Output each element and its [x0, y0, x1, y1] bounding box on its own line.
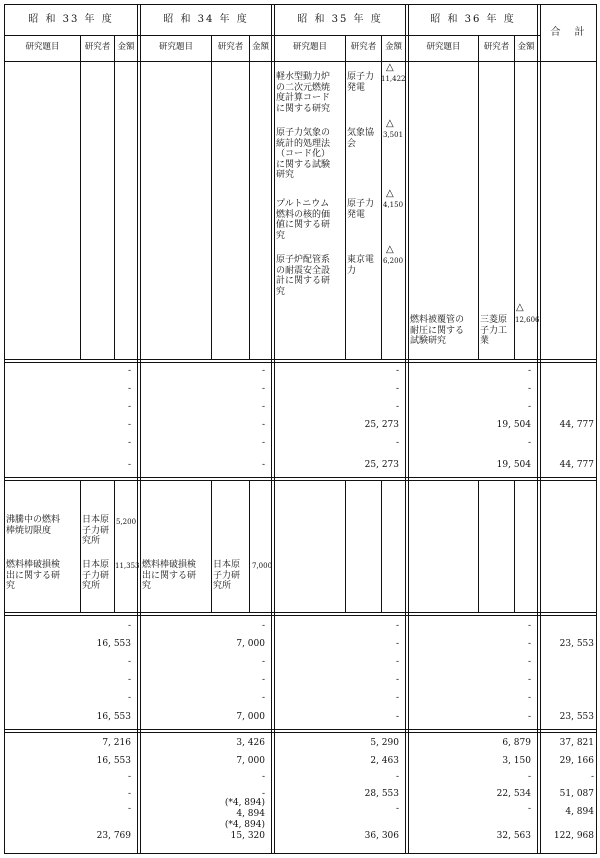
- sum2-fy35-value: -: [395, 639, 399, 649]
- subheader-title: 研究題目: [292, 42, 327, 52]
- sum3-total-value: -: [590, 772, 594, 782]
- sum3-fy34-value: 3, 426: [236, 738, 265, 748]
- sum3-fy33-value: -: [127, 789, 131, 799]
- sum3-fy34-value: 7, 000: [236, 756, 265, 766]
- sum3-fy36-value: -: [527, 804, 531, 814]
- sum3-fy33-value: 23, 769: [96, 831, 131, 841]
- sum1-fy34-value: -: [261, 384, 265, 394]
- sum3-fy34-value: (*4, 894): [224, 820, 265, 830]
- sum1-fy33-value: -: [127, 420, 131, 430]
- sum3-total-value: 29, 166: [559, 756, 594, 766]
- subheader-researcher: 研究者: [350, 42, 377, 52]
- sum1-fy33-value: -: [127, 438, 131, 448]
- subheader-title: 研究題目: [25, 42, 60, 52]
- sum2-fy34-value: -: [261, 693, 265, 703]
- sum3-total-value: 51, 087: [559, 789, 594, 799]
- fy35-item-3-amount: 4,150: [383, 201, 404, 209]
- fy35-item-1-researcher: 原子力 発電: [347, 72, 375, 93]
- sum1-fy34-value: -: [261, 402, 265, 412]
- fy33-item-2-researcher: 日本原 子力研 究所: [82, 560, 110, 591]
- sum3-fy36-value: 32, 563: [496, 831, 531, 841]
- fy34-item-1-researcher: 日本原 子力研 究所: [213, 560, 241, 591]
- fy33-item-1-amount: 5,200: [116, 518, 137, 526]
- fy34-item-1-amount: 7,000: [252, 562, 273, 570]
- sum3-total-value: 4, 894: [565, 807, 594, 817]
- sum3-fy35-value: -: [395, 804, 399, 814]
- sum1-fy36-value: -: [527, 402, 531, 412]
- header-fy33: 昭 和 33 年 度: [28, 14, 114, 25]
- header-fy35: 昭 和 35 年 度: [297, 14, 383, 25]
- sum3-fy35-value: 28, 553: [364, 789, 399, 799]
- sum2-fy35-value: -: [395, 693, 399, 703]
- sum3-fy33-value: -: [127, 804, 131, 814]
- subheader-title: 研究題目: [158, 42, 193, 52]
- fy35-item-3-title: プルトニウム 燃料の核的価 値に関する研 究: [276, 199, 331, 241]
- fy33-item-1-title: 沸騰中の燃料 棒焼切限度: [6, 515, 61, 536]
- sum1-fy33-value: -: [127, 402, 131, 412]
- sum2-fy36-value: -: [527, 621, 531, 631]
- sum2-fy36-value: -: [527, 657, 531, 667]
- fy35-item-4-amount: 6,200: [383, 257, 404, 265]
- fy36-item-1-researcher: 三菱原 子力工 業: [480, 315, 508, 346]
- sum1-fy33-value: -: [127, 384, 131, 394]
- sum3-fy33-value: 16, 553: [96, 756, 131, 766]
- sum2-fy34-value: -: [261, 657, 265, 667]
- fy35-item-1-title: 軽水型動力炉 の二次元燃焼 度計算コード に関する研究: [276, 72, 331, 114]
- fy35-item-2-mark: △: [386, 118, 394, 129]
- sum2-fy36-value: -: [527, 639, 531, 649]
- sum1-fy33-value: -: [127, 366, 131, 376]
- sum1-fy34-value: -: [261, 438, 265, 448]
- sum1-total-value: 44, 777: [559, 420, 594, 430]
- sum1-fy36-value: -: [527, 366, 531, 376]
- sum3-fy35-value: -: [395, 772, 399, 782]
- sum1-fy34-value: -: [261, 366, 265, 376]
- sum3-fy34-value: -: [261, 772, 265, 782]
- sum3-fy36-value: -: [527, 772, 531, 782]
- fy33-item-1-researcher: 日本原 子力研 究所: [82, 515, 110, 546]
- sum1-fy33-value: -: [127, 460, 131, 470]
- sum3-total-value: 122, 968: [553, 831, 594, 841]
- sum2-fy33-value: -: [127, 693, 131, 703]
- fy35-item-2-title: 原子力気象の 統計的処理法 （コード化） に関する試験 研究: [276, 128, 331, 180]
- sum2-fy33-value: -: [127, 657, 131, 667]
- header-fy36: 昭 和 36 年 度: [430, 14, 516, 25]
- sum3-fy36-value: 6, 879: [502, 738, 531, 748]
- sum2-fy36-value: -: [527, 712, 531, 722]
- sum3-fy34-value: 4, 894: [236, 809, 265, 819]
- sum3-fy35-value: 5, 290: [370, 738, 399, 748]
- sum3-fy35-value: 2, 463: [370, 756, 399, 766]
- header-total: 合 計: [550, 27, 587, 38]
- sum1-fy35-value: 25, 273: [364, 420, 399, 430]
- sum1-fy36-value: 19, 504: [496, 460, 531, 470]
- sum1-fy36-value: -: [527, 438, 531, 448]
- sum2-fy34-value: 7, 000: [236, 712, 265, 722]
- sum1-fy35-value: -: [395, 384, 399, 394]
- sum2-fy33-value: 16, 553: [96, 639, 131, 649]
- sum1-fy35-value: -: [395, 402, 399, 412]
- sum3-fy36-value: 22, 534: [496, 789, 531, 799]
- sum1-fy34-value: -: [261, 460, 265, 470]
- sum2-fy34-value: -: [261, 621, 265, 631]
- sum1-fy36-value: 19, 504: [496, 420, 531, 430]
- sum2-fy33-value: -: [127, 675, 131, 685]
- sum2-fy35-value: -: [395, 621, 399, 631]
- sum2-total-value: 23, 553: [559, 712, 594, 722]
- sum3-fy34-value: 15, 320: [230, 831, 265, 841]
- subheader-title: 研究題目: [426, 42, 461, 52]
- sum1-fy36-value: -: [527, 384, 531, 394]
- sum2-fy35-value: -: [395, 712, 399, 722]
- sum3-fy33-value: -: [127, 772, 131, 782]
- fy34-item-1-title: 燃料棒破損検 出に関する研 究: [142, 560, 197, 591]
- subheader-amount: 金額: [117, 42, 135, 52]
- fy36-item-1-amount: 12,606: [515, 316, 540, 324]
- fy35-item-1-mark: △: [386, 62, 394, 73]
- sum1-fy35-value: -: [395, 366, 399, 376]
- subheader-researcher: 研究者: [217, 42, 244, 52]
- sum3-fy34-value: (*4, 894): [224, 798, 265, 808]
- sum2-fy36-value: -: [527, 693, 531, 703]
- sum1-fy35-value: 25, 273: [364, 460, 399, 470]
- subheader-amount: 金額: [517, 42, 535, 52]
- fy33-item-2-amount: 11,353: [115, 562, 140, 570]
- sum2-fy34-value: 7, 000: [236, 639, 265, 649]
- fy33-item-2-title: 燃料棒破損検 出に関する研 究: [6, 560, 61, 591]
- fy35-item-1-amount: 11,422: [381, 75, 406, 83]
- fy35-item-3-mark: △: [386, 188, 394, 199]
- sum1-total-value: 44, 777: [559, 460, 594, 470]
- sum2-fy33-value: -: [127, 621, 131, 631]
- fy36-item-1-title: 燃料被覆管の 耐圧に関する 試験研究: [410, 315, 465, 346]
- fy36-item-1-mark: △: [516, 302, 524, 313]
- sum2-fy35-value: -: [395, 675, 399, 685]
- sum3-fy35-value: 36, 306: [364, 831, 399, 841]
- sum2-total-value: 23, 553: [559, 639, 594, 649]
- fy35-item-3-researcher: 原子力 発電: [347, 199, 375, 220]
- fy35-item-4-researcher: 東京電 力: [347, 255, 375, 276]
- fy35-item-2-researcher: 気象協 会: [347, 128, 375, 149]
- header-fy34: 昭 和 34 年 度: [163, 14, 249, 25]
- subheader-amount: 金額: [384, 42, 402, 52]
- sum1-fy35-value: -: [395, 438, 399, 448]
- sum2-fy34-value: -: [261, 675, 265, 685]
- sum2-fy35-value: -: [395, 657, 399, 667]
- sum3-fy34-value: -: [261, 789, 265, 799]
- sum2-fy36-value: -: [527, 675, 531, 685]
- sum3-fy33-value: 7, 216: [102, 738, 131, 748]
- subheader-researcher: 研究者: [84, 42, 111, 52]
- subheader-amount: 金額: [251, 42, 269, 52]
- fy35-item-2-amount: 3,501: [383, 131, 404, 139]
- sum1-fy34-value: -: [261, 420, 265, 430]
- fy35-item-4-mark: △: [386, 244, 394, 255]
- subheader-researcher: 研究者: [483, 42, 510, 52]
- fy35-item-4-title: 原子炉配管系 の耐震安全設 計に関する研 究: [276, 255, 331, 297]
- sum3-total-value: 37, 821: [559, 738, 594, 748]
- sum3-fy36-value: 3, 150: [502, 756, 531, 766]
- sum2-fy33-value: 16, 553: [96, 712, 131, 722]
